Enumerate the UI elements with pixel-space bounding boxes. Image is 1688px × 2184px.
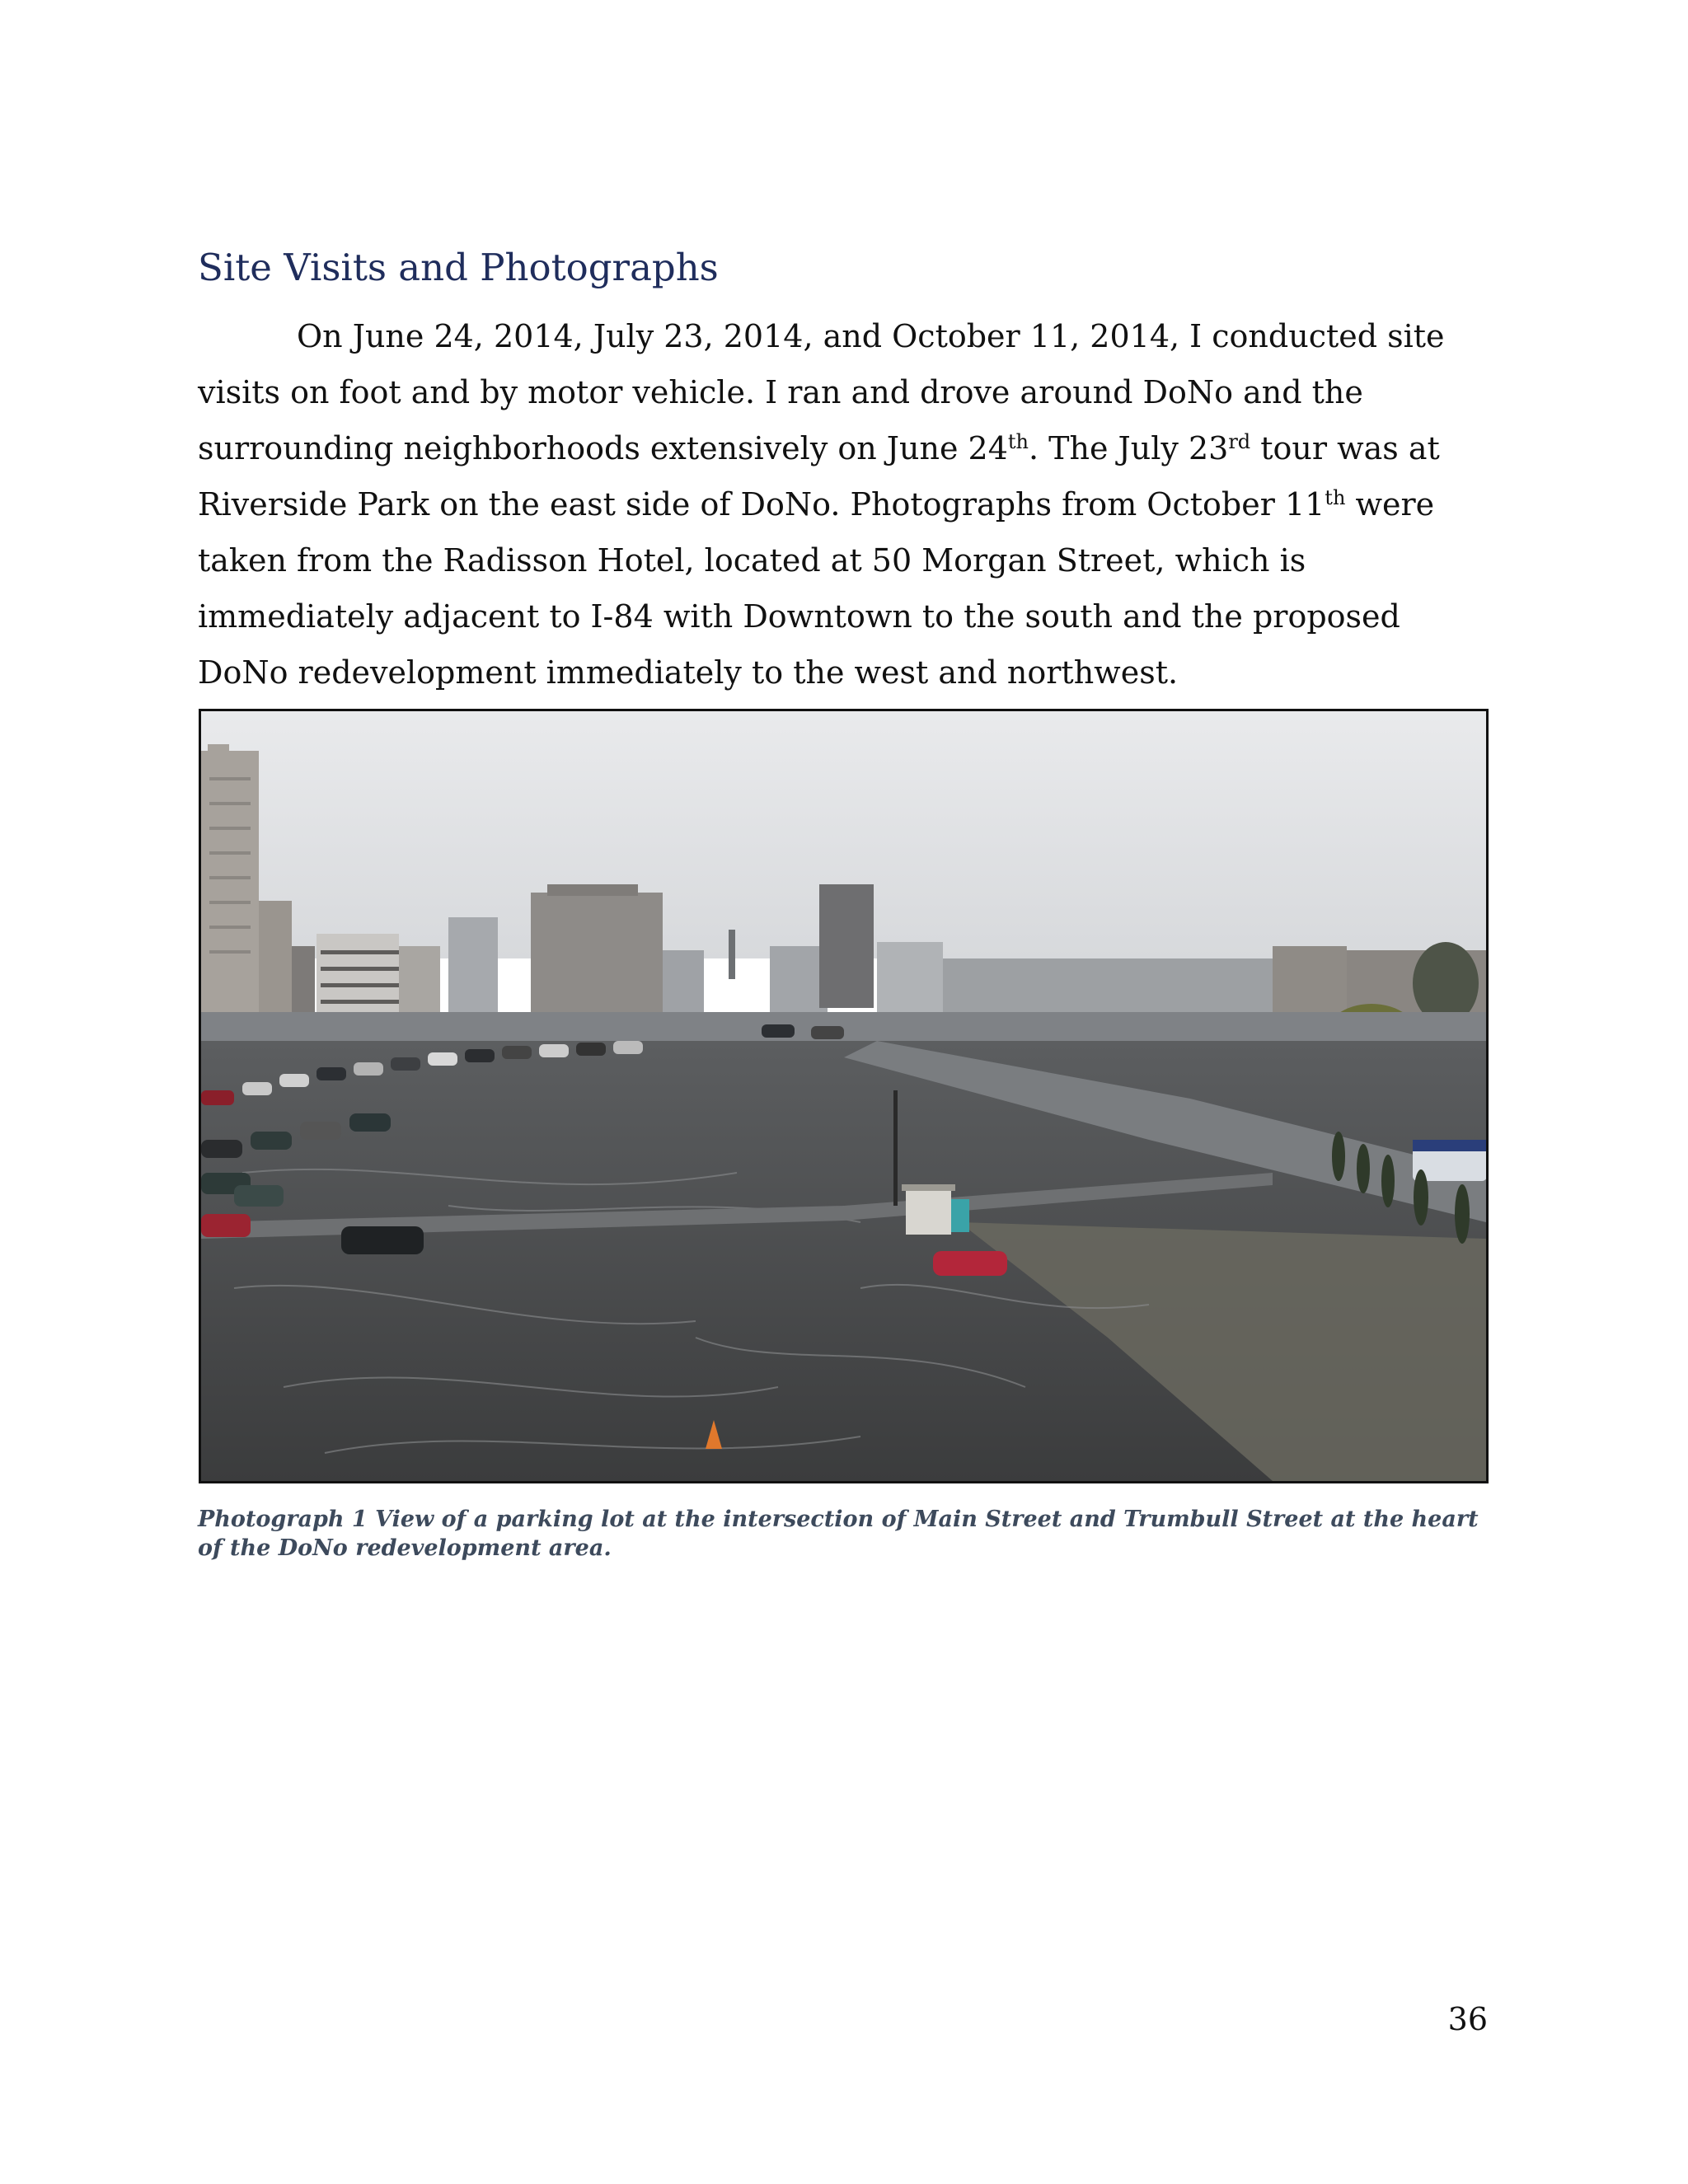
suv [341, 1226, 424, 1254]
photograph-illustration [201, 711, 1486, 1481]
page-number: 36 [1447, 2001, 1488, 2037]
superscript-th-1: th [1007, 430, 1029, 453]
superscript-th-2: th [1325, 486, 1346, 509]
red-car [933, 1251, 1007, 1276]
superscript-rd: rd [1228, 430, 1251, 453]
paragraph-text-3: tour was at Riverside Park on the east side of DoNo. Photographs from October 11 [198, 430, 1440, 523]
parking-lot-photograph [199, 709, 1489, 1483]
body-paragraph [198, 308, 1467, 701]
section-heading: Site Visits and Photographs [198, 246, 719, 289]
distant-road [201, 1012, 1486, 1045]
photo-caption: Photograph 1 View of a parking lot at the intersection of Main Street and Trumbull Street at the heart of the DoNo redevelopment area. [198, 1507, 1479, 1561]
paragraph-text-4: were taken from the Radisson Hotel, located at 50 Morgan Street, which is immediately adjacent to I-84 with Downtown to the south and the proposed DoNo redevelopment immediately to the west and northwest. [198, 486, 1435, 691]
paragraph-text-2: . The July 23 [1029, 430, 1229, 466]
paragraph-text-1: On June 24, 2014, July 23, 2014, and October 11, 2014, I conducted site visits on foot and by motor vehicle. I ran and drove around DoNo and the surrounding neighborhoods extensively on June 24 [198, 318, 1445, 466]
